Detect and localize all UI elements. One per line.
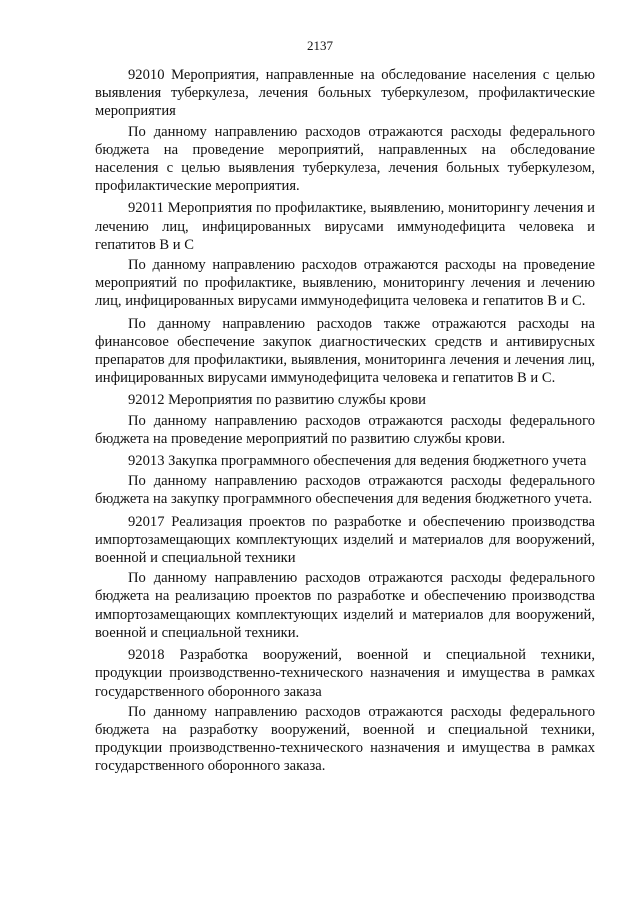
paragraph-92017-description: По данному направлению расходов отражаются расходы федерального бюджета на реализацию проектов по разработке и обеспечению производства импортозамещающих комплектующих изделий и материалов для вооружений, военной и специальной техники. <box>95 570 595 641</box>
page-content <box>95 66 595 780</box>
section-heading-92018: 92018 Разработка вооружений, военной и специальной техники, продукции производственно-технического назначения и имущества в рамках государственного оборонного заказа <box>95 647 595 700</box>
section-heading-92011: 92011 Мероприятия по профилактике, выявлению, мониторингу лечения и лечению лиц, инфицированных вирусами иммунодефицита человека и гепатитов В и С <box>95 200 595 253</box>
paragraph-92013-description: По данному направлению расходов отражаются расходы федерального бюджета на закупку программного обеспечения для ведения бюджетного учета. <box>95 473 595 508</box>
section-heading-92013: 92013 Закупка программного обеспечения для ведения бюджетного учета <box>128 453 587 470</box>
paragraph-92018-description: По данному направлению расходов отражаются расходы федерального бюджета на разработку вооружений, военной и специальной техники, продукции производственно-технического назначения и имущества в рамках государственного оборонного заказа. <box>95 703 595 775</box>
section-heading-92012: 92012 Мероприятия по развитию службы крови <box>128 392 426 409</box>
section-heading-92017: 92017 Реализация проектов по разработке и обеспечению производства импортозамещающих комплектующих изделий и материалов для вооружений, военной и специальной техники <box>95 513 595 567</box>
paragraph-92011-description: По данному направлению расходов отражаются расходы на проведение мероприятий по профилактике, выявлению, мониторингу лечения и лечению лиц, инфицированных вирусами иммунодефицита человека и гепатитов В и С. <box>95 257 595 310</box>
page-number: 2137 <box>307 38 333 53</box>
paragraph-92011-additional: По данному направлению расходов также отражаются расходы на финансовое обеспечение закупок диагностических средств и антивирусных препаратов для профилактики, выявления, мониторинга лечения и лечения лиц, инфицированных вирусами иммунодефицита человека и гепатитов В и С. <box>95 315 595 387</box>
section-heading-92010: 92010 Мероприятия, направленные на обследование населения с целью выявления туберкулеза, лечения больных туберкулезом, профилактические мероприятия <box>95 67 595 120</box>
paragraph-92012-description: По данному направлению расходов отражаются расходы федерального бюджета на проведение мероприятий по развитию службы крови. <box>95 412 595 447</box>
paragraph-92010-description: По данному направлению расходов отражаются расходы федерального бюджета на проведение мероприятий, направленных на обследование населения с целью выявления туберкулеза, лечения больных туберкулезом, профилактические мероприятия. <box>95 123 595 195</box>
